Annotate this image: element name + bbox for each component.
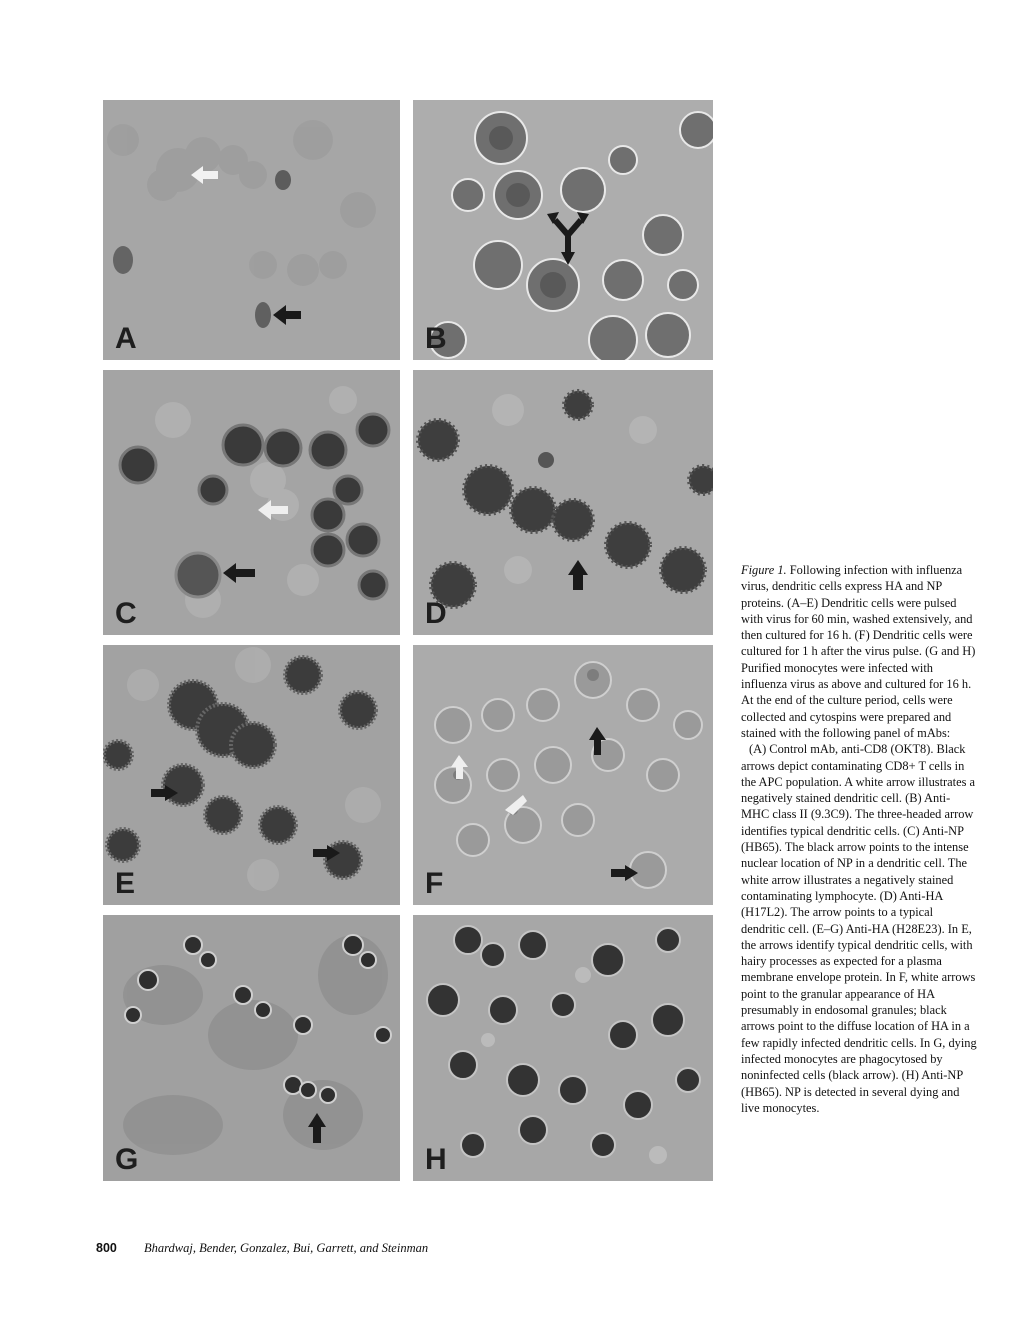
- black-arrow-icon: [568, 560, 588, 590]
- panel-letter-c: C: [115, 597, 137, 630]
- panel-letter-f: F: [425, 867, 444, 900]
- caption-text-1: Following infection with influenza virus, dendritic cells express HA and NP proteins. (A–E) Dendritic cells were pulsed with virus for 60 min, washed extensively, and then cultured for 16 h. (F) Dendritic cells were cultured for 1 h after the virus pulse. (G and H) Purified monocytes were infected with influenza virus as above and cultured for 16 h. At the end of the culture period, cells were collected and cytospins were prepared and stained with the following panel of mAbs:: [741, 563, 976, 740]
- figure-panel-g: [103, 915, 400, 1181]
- micrograph-c: [103, 370, 400, 635]
- caption-paragraph-1: [741, 562, 977, 741]
- figure-panel-h: [413, 915, 713, 1181]
- figure-panel-c: [103, 370, 400, 635]
- micrograph-a: [103, 100, 400, 360]
- micrograph-g: [103, 915, 400, 1181]
- black-arrow-icon: [223, 563, 255, 583]
- panel-letter-h: H: [425, 1143, 447, 1176]
- panel-letter-g: G: [115, 1143, 139, 1176]
- micrograph-e: [103, 645, 400, 905]
- figure-caption: [741, 562, 977, 1116]
- panel-letter-e: E: [115, 867, 136, 900]
- black-arrow-icon: [273, 305, 301, 325]
- panel-letter-b: B: [425, 322, 447, 355]
- figure-panel-a: [103, 100, 400, 360]
- running-authors: Bhardwaj, Bender, Gonzalez, Bui, Garrett, and Steinman: [143, 1241, 429, 1255]
- panel-letter-d: D: [425, 597, 447, 630]
- page-footer: [96, 1241, 428, 1256]
- micrograph-d: [413, 370, 713, 635]
- three-headed-arrow-icon: [547, 212, 589, 265]
- figure-panel-b: [413, 100, 713, 360]
- figure-panel-d: [413, 370, 713, 635]
- panel-letter-a: A: [115, 322, 137, 355]
- micrograph-h: [413, 915, 713, 1181]
- caption-paragraph-2: (A) Control mAb, anti-CD8 (OKT8). Black arrows depict contaminating CD8+ T cells in the APC population. A white arrow illustrates a negatively stained dendritic cell. (B) Anti-MHC class II (9.3C9). The three-headed arrow identifies typical dendritic cells. (C) Anti-NP (HB65). The black arrow points to the intense nuclear location of NP in a dendritic cell. The white arrow illustrates a negatively stained contaminating lymphocyte. (D) Anti-HA (H17L2). The arrow points to a typical dendritic cell. (E–G) Anti-HA (H28E23). In E, the arrows identify typical dendritic cells, with hairy processes as expected for a plasma membrane envelope protein. In F, white arrows point to the granular appearance of HA presumably in endosomal granules; black arrows point to the diffuse location of HA in a few rapidly infected dendritic cells. In G, dying infected monocytes are phagocytosed by noninfected cells (black arrow). (H) Anti-NP (HB65). NP is detected in several dying and live monocytes.: [741, 742, 977, 1115]
- micrograph-b: [413, 100, 713, 360]
- figure-panel-e: [103, 645, 400, 905]
- micrograph-f: [413, 645, 713, 905]
- figure-panel-f: [413, 645, 713, 905]
- page-number: 800: [96, 1241, 117, 1255]
- figure-label: Figure 1.: [741, 563, 787, 577]
